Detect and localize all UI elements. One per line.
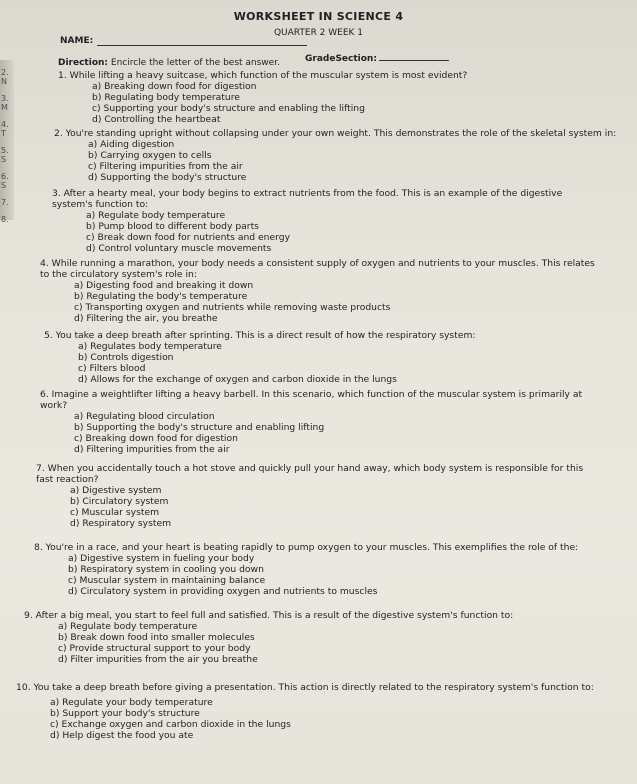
question-stem: 4. While running a marathon, your body needs a consistent supply of oxygen and nutrients to your muscles. This relates to the circulatory system's role in: xyxy=(40,258,595,280)
answer-option: c) Filtering impurities from the air xyxy=(88,161,243,172)
direction-text: Encircle the letter of the best answer. xyxy=(110,58,280,68)
name-field xyxy=(60,36,307,46)
answer-option: b) Respiratory system in cooling you down xyxy=(68,564,264,575)
answer-option: d) Help digest the food you ate xyxy=(50,730,194,741)
question-6 xyxy=(40,389,600,455)
question-8 xyxy=(34,542,609,597)
question-stem: 7. When you accidentally touch a hot stove and quickly pull your hand away, which body system is responsible for this fast reaction? xyxy=(36,463,584,485)
answer-option: a) Breaking down food for digestion xyxy=(92,81,257,92)
answer-option: d) Filtering the air, you breathe xyxy=(74,313,218,324)
answer-option: a) Digestive system xyxy=(70,485,162,496)
question-stem: 1. While lifting a heavy suitcase, which function of the muscular system is most evident? xyxy=(58,70,468,81)
question-1 xyxy=(58,70,498,125)
question-10 xyxy=(16,682,616,741)
answer-option: c) Exchange oxygen and carbon dioxide in the lungs xyxy=(50,719,291,730)
answer-option: b) Regulating the body's temperature xyxy=(74,291,248,302)
grade-blank-line xyxy=(379,60,449,61)
answer-option: d) Filtering impurities from the air xyxy=(74,444,230,455)
answer-option: d) Controlling the heartbeat xyxy=(92,114,221,125)
answer-option: a) Digestive system in fueling your body xyxy=(68,553,255,564)
answer-option: c) Break down food for nutrients and energy xyxy=(86,232,291,243)
question-stem: 9. After a big meal, you start to feel full and satisfied. This is a result of the digestive system's function to: xyxy=(24,610,514,621)
answer-option: a) Regulating blood circulation xyxy=(74,411,215,422)
answer-option: c) Muscular system in maintaining balance xyxy=(68,575,266,586)
grade-section-field xyxy=(305,54,449,64)
direction-label: Direction: xyxy=(58,58,109,68)
answer-option: c) Supporting your body's structure and enabling the lifting xyxy=(92,103,365,114)
side-mark: 4. T xyxy=(1,120,9,138)
answer-option: b) Controls digestion xyxy=(78,352,174,363)
answer-option: c) Breaking down food for digestion xyxy=(74,433,238,444)
question-4 xyxy=(40,258,605,324)
question-3 xyxy=(52,188,577,254)
left-page-edge xyxy=(0,60,14,224)
answer-option: b) Carrying oxygen to cells xyxy=(88,150,212,161)
answer-option: c) Provide structural support to your body xyxy=(58,643,251,654)
answer-option: a) Regulate your body temperature xyxy=(50,697,213,708)
answer-option: d) Allows for the exchange of oxygen and carbon dioxide in the lungs xyxy=(78,374,397,385)
question-2 xyxy=(54,128,629,183)
answer-option: d) Supporting the body's structure xyxy=(88,172,247,183)
question-9 xyxy=(24,610,604,665)
question-stem: 8. You're in a race, and your heart is beating rapidly to pump oxygen to your muscles. This exemplifies the role of the: xyxy=(34,542,579,553)
answer-option: d) Control voluntary muscle movements xyxy=(86,243,272,254)
quarter-subtitle: QUARTER 2 WEEK 1 xyxy=(273,28,364,38)
answer-option: a) Aiding digestion xyxy=(88,139,175,150)
side-mark: 7. xyxy=(1,198,9,207)
grade-label: GradeSection: xyxy=(305,54,377,64)
question-5 xyxy=(44,330,614,385)
side-mark: 3. M xyxy=(1,94,9,112)
answer-option: b) Supporting the body's structure and enabling lifting xyxy=(74,422,325,433)
answer-option: b) Regulating body temperature xyxy=(92,92,240,103)
answer-option: a) Regulate body temperature xyxy=(58,621,198,632)
answer-option: a) Regulate body temperature xyxy=(86,210,226,221)
answer-option: a) Regulates body temperature xyxy=(78,341,222,352)
answer-option: d) Respiratory system xyxy=(70,518,172,529)
answer-option: b) Support your body's structure xyxy=(50,708,200,719)
question-7 xyxy=(36,463,601,529)
direction xyxy=(58,58,280,68)
answer-option: d) Filter impurities from the air you breathe xyxy=(58,654,258,665)
answer-option: d) Circulatory system in providing oxygen and nutrients to muscles xyxy=(68,586,378,597)
name-blank-line xyxy=(97,45,307,46)
question-stem: 6. Imagine a weightlifter lifting a heavy barbell. In this scenario, which function of the muscular system is primarily at work? xyxy=(40,389,583,411)
question-stem: 5. You take a deep breath after sprinting. This is a direct result of how the respiratory system: xyxy=(44,330,476,341)
answer-option: b) Circulatory system xyxy=(70,496,169,507)
answer-option: b) Pump blood to different body parts xyxy=(86,221,259,232)
question-stem: 3. After a hearty meal, your body begins to extract nutrients from the food. This is an example of the digestive system's function to: xyxy=(52,188,563,210)
question-stem: 2. You're standing upright without collapsing under your own weight. This demonstrates the role of the skeletal system in: xyxy=(54,128,617,139)
side-mark: 5. S xyxy=(1,146,9,164)
side-mark: 8. xyxy=(1,215,9,224)
answer-option: c) Transporting oxygen and nutrients while removing waste products xyxy=(74,302,391,313)
answer-option: a) Digesting food and breaking it down xyxy=(74,280,254,291)
page-title: WORKSHEET IN SCIENCE 4 xyxy=(233,10,404,23)
side-mark: 2. N xyxy=(1,68,9,86)
answer-option: b) Break down food into smaller molecules xyxy=(58,632,255,643)
answer-option: c) Muscular system xyxy=(70,507,160,518)
name-label: NAME: xyxy=(60,36,94,46)
answer-option: c) Filters blood xyxy=(78,363,146,374)
side-mark: 6. S xyxy=(1,172,9,190)
question-stem: 10. You take a deep breath before giving a presentation. This action is directly related to the respiratory system's function to: xyxy=(16,682,594,693)
